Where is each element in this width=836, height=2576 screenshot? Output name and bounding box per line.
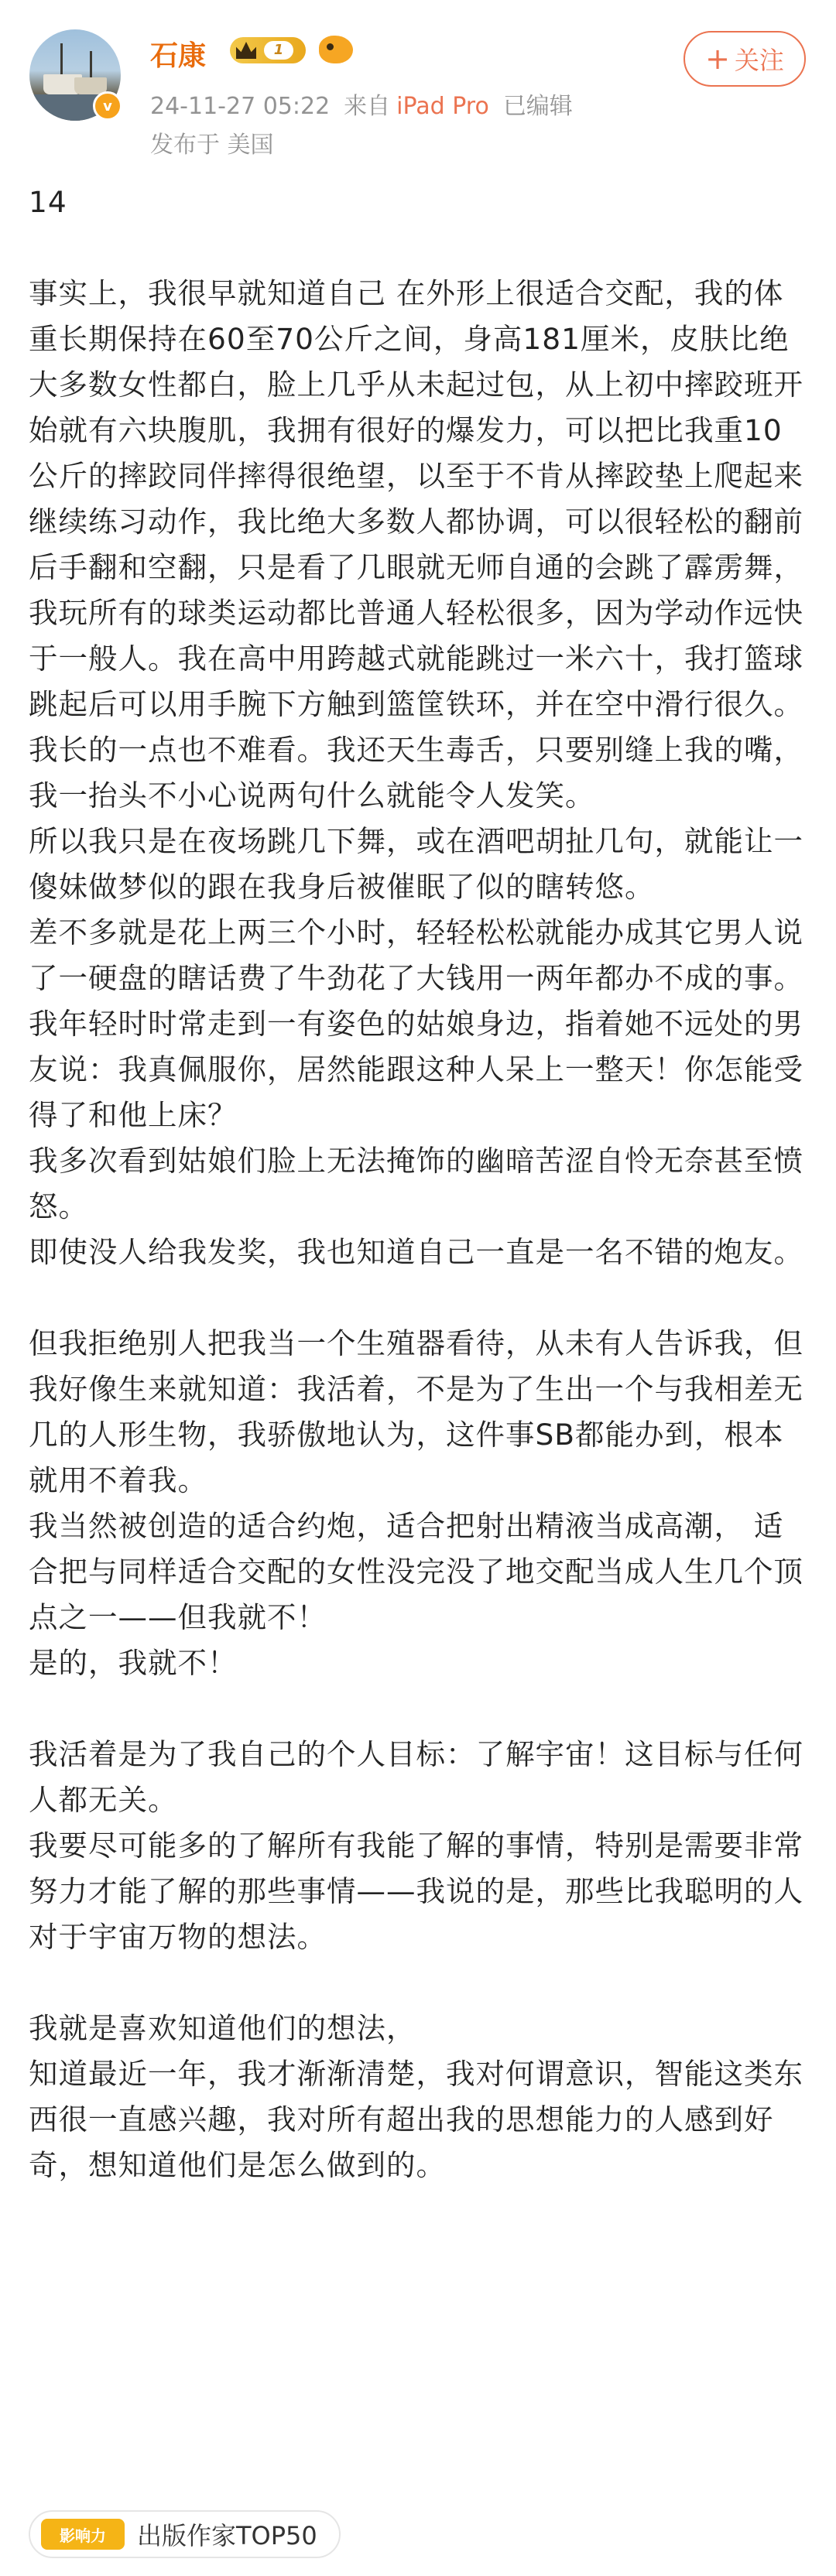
paragraph: 事实上，我很早就知道自己 在外形上很适合交配，我的体重长期保持在60至70公斤之间，身高181厘米，皮肤比绝大多数女性都白，脸上几乎从未起过包，从上初中摔跤班开始就有六块腹肌，我拥有很好的爆发力，可以把比我重10公斤的摔跤同伴摔得很绝望，以至于不肯从摔跤垫上爬起来继续练习动作，我比绝大多数人都协调，可以很轻松的翻前后手翻和空翻，只是看了几眼就无师自通的会跳了霹雳舞，我玩所有的球类运动都比普通人轻松很多，因为学动作远快于一般人。我在高中用跨越式就能跳过一米六十，我打篮球跳起后可以用手腕下方触到篮筐铁环，并在空中滑行很久。我长的一点也不难看。我还天生毒舌，只要别缝上我的嘴，我一抬头不小心说两句什么就能令人发笑。 (29, 276, 803, 812)
crown-icon (236, 42, 256, 59)
post-date: 24-11-27 05:22 (150, 93, 331, 120)
plus-icon: + (705, 42, 730, 76)
paragraph: 是的，我就不！ (29, 1646, 238, 1680)
paragraph: 差不多就是花上两三个小时，轻轻松松就能办成其它男人说了一硬盘的瞎话费了牛劲花了大钱用一两年都办不成的事。 (29, 915, 803, 995)
author-name[interactable]: 石康 (150, 40, 207, 72)
paragraph: 我活着是为了我自己的个人目标：了解宇宙！这目标与任何人都无关。 (29, 1737, 803, 1817)
paragraph-gap (29, 1960, 807, 2006)
paragraph: 我当然被创造的适合约炮，适合把射出精液当成高潮， 适合把与同样适合交配的女性没完没了地交配当成人生几个顶点之一——但我就不！ (29, 1509, 803, 1634)
paragraph: 我多次看到姑娘们脸上无法掩饰的幽暗苦涩自怜无奈甚至愤怒。 (29, 1144, 803, 1223)
post-header (0, 0, 836, 162)
vip-level-badge[interactable] (230, 37, 306, 63)
paragraph-gap (29, 1686, 807, 1732)
post-location: 发布于 美国 (150, 132, 274, 159)
paragraph: 知道最近一年，我才渐渐清楚，我对何谓意识，智能这类东西很一直感兴趣，我对所有超出我的思想能力的人感到好奇，想知道他们是怎么做到的。 (29, 2057, 803, 2182)
fan-badge-icon[interactable] (319, 36, 353, 63)
paragraph: 我要尽可能多的了解所有我能了解的事情，特别是需要非常努力才能了解的那些事情——我说的是，那些比我聪明的人对于宇宙万物的想法。 (29, 1829, 803, 1954)
vip-level: 1 (264, 41, 293, 60)
paragraph: 我就是喜欢知道他们的想法， (29, 2011, 416, 2045)
influence-logo-icon: 影响力 (41, 2519, 125, 2550)
post-meta (150, 87, 587, 121)
follow-button[interactable] (684, 31, 806, 87)
paragraph-gap (29, 225, 807, 271)
influence-label: 出版作家TOP50 (137, 2521, 317, 2550)
source-prefix: 来自 (344, 93, 391, 120)
paragraph-gap (29, 1275, 807, 1321)
edited-flag[interactable]: 已编辑 (502, 93, 573, 120)
influence-tag[interactable] (29, 2510, 341, 2558)
paragraph: 我年轻时时常走到一有姿色的姑娘身边，指着她不远处的男友说：我真佩服你，居然能跟这种人呆上一整天！你怎能受得了和他上床？ (29, 1007, 803, 1132)
paragraph: 即使没人给我发奖，我也知道自己一直是一名不错的炮友。 (29, 1235, 803, 1269)
paragraph: 但我拒绝别人把我当一个生殖器看待，从未有人告诉我，但我好像生来就知道：我活着，不是为了生出一个与我相差无几的人形生物，我骄傲地认为，这件事SB都能办到，根本就用不着我。 (29, 1326, 803, 1497)
verified-badge-icon: v (93, 91, 122, 121)
follow-label: 关注 (734, 46, 784, 75)
post-source[interactable]: iPad Pro (396, 93, 489, 120)
paragraph: 所以我只是在夜场跳几下舞，或在酒吧胡扯几句，就能让一傻妹做梦似的跟在我身后被催眠了似的瞎转悠。 (29, 824, 803, 904)
post-body (29, 180, 807, 2188)
paragraph: 14 (29, 185, 67, 219)
